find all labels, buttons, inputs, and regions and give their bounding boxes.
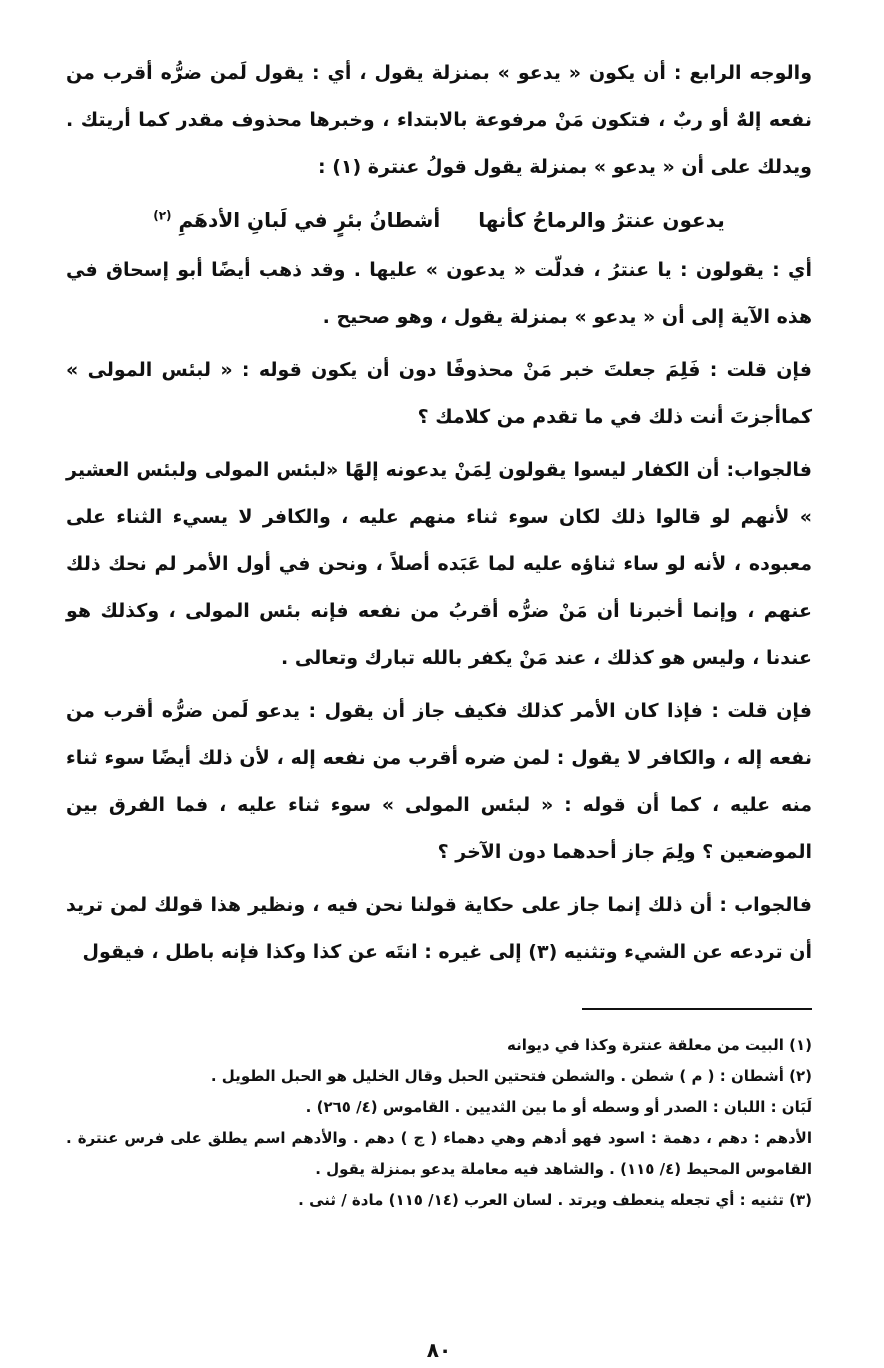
paragraph-answer-one: فالجواب: أن الكفار ليسوا يقولون لِمَنْ يدعونه إلهًا «لبئس المولى ولبئس العشير » لأنهم لو قالوا ذلك لكان سوء ثناء منهم عليه ، والكافر لا يسيء الثناء على معبوده ، لأنه لو ساء ثناؤه عليه لما عَبَده أصلاً ، ونحن في أول الأمر لم نحك ذلك عنهم ، وإنما أخبرنا أن مَنْ ضرُّه أقربُ من نفعه فإنه بئس المولى ، وكذلك هو عندنا ، وليس هو كذلك ، عند مَنْ يكفر بالله تبارك وتعالى . [66,459,812,669]
footnote-2-laban: لَبَان : اللبان : الصدر أو وسطه أو ما بين الثديين . القاموس (٤/ ٢٦٥) . [305,1098,812,1116]
page-number: ٨٠ [426,1338,452,1362]
paragraph-question-one: فإن قلت : فَلِمَ جعلتَ خبر مَنْ محذوفًا دون أن يكون قوله : « لبئس المولى » كماأجزتَ أنت ذلك في ما تقدم من كلامك ؟ [66,359,812,428]
footnote-3: (٣) تثنيه : أي تجعله ينعطف ويرتد . لسان العرب (١٤/ ١١٥) مادة / ثنى . [298,1191,812,1209]
verse-hemistich-second [153,197,440,243]
verse-hemistich-first: يدعون عنترُ والرماحُ كأنها [478,208,725,232]
paragraph-question-two: فإن قلت : فإذا كان الأمر كذلك فكيف جاز أن يقول : يدعو لَمن ضرُّه أقرب من نفعه إله ، والكافر لا يقول : لمن ضره أقرب من نفعه إله ، لأن ذلك أيضًا سوء ثناء منه عليه ، كما أن قوله : « لبئس المولى » سوء ثناء عليه ، فما الفرق بين الموضعين ؟ ولِمَ جاز أحدهما دون الآخر ؟ [66,700,812,863]
footnotes [66,1030,812,1216]
paragraph-explanation: أي : يقولون : يا عنترُ ، فدلّت « يدعون » عليها . وقد ذهب أيضًا أبو إسحاق في هذه الآية إلى أن « يدعو » بمنزلة يقول ، وهو صحيح . [66,259,812,328]
paragraph-answer-two: فالجواب : أن ذلك إنما جاز على حكاية قولنا نحن فيه ، ونظير هذا قولك لمن تريد أن تردعه عن الشيء وتثنيه (٣) إلى غيره : انتَه عن كذا وكذا فإنه باطل ، فيقول [66,894,812,963]
paragraph-fourth-aspect: والوجه الرابع : أن يكون « يدعو » بمنزلة يقول ، أي : يقول لَمن ضرُّه أقرب من نفعه إلهٌ أو ربٌ ، فتكون مَنْ مرفوعة بالابتداء ، وخبرها محذوف مقدر كما أريتك . ويدلك على أن « يدعو » بمنزلة يقول قولُ عنترة (١) : [66,62,812,178]
footnote-2: (٢) أشطان : ( م ) شطن . والشطن فتحتين الحبل وقال الخليل هو الحبل الطويل . [210,1067,812,1085]
footnote-1: (١) البيت من معلقة عنترة وكذا في ديوانه [506,1036,812,1054]
poetry-verse [66,197,812,243]
verse-hemistich-second-text: أشطانُ بئرٍ في لَبانِ الأدهَمِ [178,208,441,232]
footnote-separator [582,1008,812,1010]
footnote-reference: (٢) [153,208,172,223]
book-page [66,50,812,1368]
footnote-2-adham: الأدهم : دهم ، دهمة : اسود فهو أدهم وهي دهماء ( ج ) دهم . والأدهم اسم يطلق على فرس عنترة . القاموس المحيط (٤/ ١١٥) . والشاهد فيه معاملة يدعو بمنزلة يقول . [66,1129,812,1178]
